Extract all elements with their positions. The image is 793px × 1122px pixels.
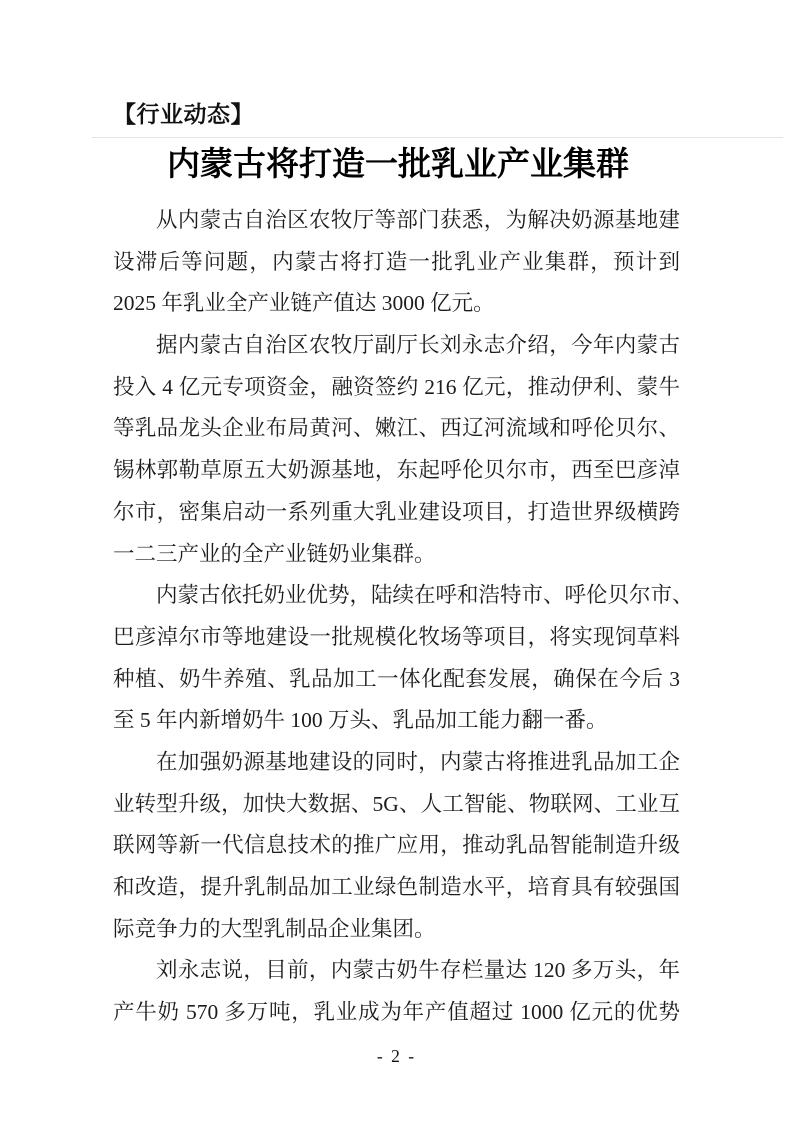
paragraph [113,742,680,950]
paragraph [113,950,680,1033]
text-line: 种植、奶牛养殖、乳品加工一体化配套发展，确保在今后 3 [113,666,680,691]
paragraph [113,325,680,575]
header-divider-line [92,137,783,138]
text-line: 产牛奶 570 多万吨，乳业成为年产值超过 1000 亿元的优势 [113,1000,680,1025]
article-body [113,200,694,1034]
text-line: 在加强奶源基地建设的同时，内蒙古将推进乳品加工企 [156,749,680,774]
text-line: 据内蒙古自治区农牧厅副厅长刘永志介绍，今年内蒙古 [156,333,680,358]
text-line: 一二三产业的全产业链奶业集群。 [113,541,436,566]
page-number: - 2 - [376,1046,417,1066]
text-line: 和改造，提升乳制品加工业绿色制造水平，培育具有较强国 [113,875,680,899]
text-line: 刘永志说，目前，内蒙古奶牛存栏量达 120 多万头，年 [156,958,680,983]
text-line: 业转型升级，加快大数据、5G、人工智能、物联网、工业互 [113,791,680,816]
text-line: 尔市，密集启动一系列重大乳业建设项目，打造世界级横跨 [113,499,680,524]
text-line: 巴彦淖尔市等地建设一批规模化牧场等项目，将实现饲草料 [113,624,680,649]
text-line: 至 5 年内新增奶牛 100 万头、乳品加工能力翻一番。 [113,708,608,733]
article-title: 内蒙古将打造一批乳业产业集群 [167,147,629,183]
text-line: 内蒙古依托奶业优势，陆续在呼和浩特市、呼伦贝尔市、 [156,583,694,608]
text-line: 2025 年乳业全产业链产值达 3000 亿元。 [113,291,495,316]
text-line: 从内蒙古自治区农牧厅等部门获悉，为解决奶源基地建 [156,208,680,232]
text-line: 联网等新一代信息技术的推广应用，推动乳品智能制造升级 [113,833,680,858]
text-line: 际竞争力的大型乳制品企业集团。 [113,916,436,941]
section-header: 【行业动态】 [113,101,254,127]
text-line: 投入 4 亿元专项资金，融资签约 216 亿元，推动伊利、蒙牛 [113,374,680,399]
text-line: 等乳品龙头企业布局黄河、嫩江、西辽河流域和呼伦贝尔、 [113,416,680,441]
text-line: 锡林郭勒草原五大奶源基地，东起呼伦贝尔市，西至巴彦淖 [113,458,680,483]
paragraph [113,575,694,742]
text-line: 设滞后等问题，内蒙古将打造一批乳业产业集群，预计到 [113,249,680,274]
paragraph [113,200,680,325]
